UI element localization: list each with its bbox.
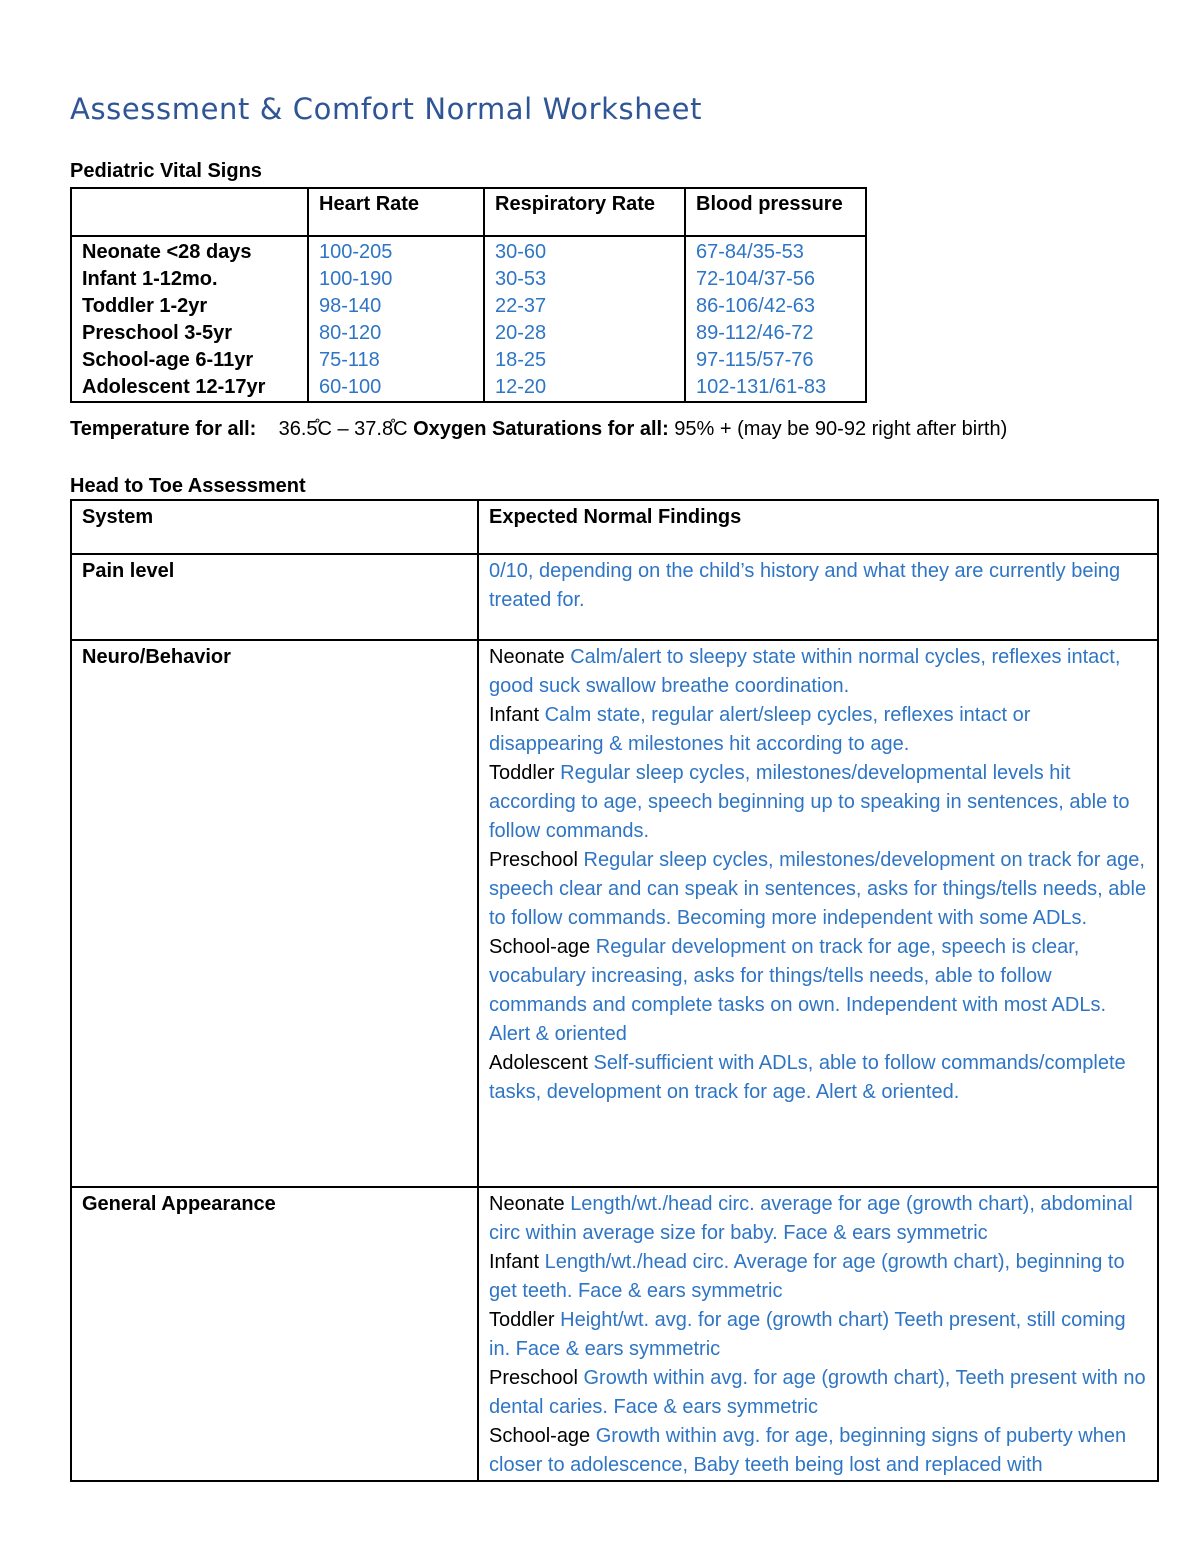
age-label: Infant <box>489 704 540 726</box>
header-cell <box>71 188 308 236</box>
finding-item <box>489 1190 1149 1248</box>
temperature-oxygen-line <box>70 418 1007 441</box>
finding-text: Growth within avg. for age (growth chart), Teeth present with no dental caries. Face & ears symmetric <box>489 1367 1146 1418</box>
table-row <box>71 236 866 266</box>
table-row <box>71 374 866 402</box>
age-label: Adolescent <box>489 1052 588 1074</box>
temperature-value: 36.5̊C – 37.8̊C <box>278 418 408 440</box>
finding-item <box>489 1422 1149 1480</box>
head-to-toe-table <box>70 499 1159 1482</box>
age-label: Toddler <box>489 762 555 784</box>
finding-text: Regular sleep cycles, milestones/developmental levels hit according to age, speech beginning up to speaking in sentences, able to follow commands. <box>489 762 1130 842</box>
age-label: Toddler <box>489 1309 555 1331</box>
finding-item <box>489 1364 1149 1422</box>
finding-text: Length/wt./head circ. average for age (growth chart), abdominal circ within average size for baby. Face & ears symmetric <box>489 1193 1133 1244</box>
system-cell: General Appearance <box>71 1187 478 1481</box>
table-row <box>71 266 866 293</box>
age-label: Preschool <box>489 1367 578 1389</box>
age-group-cell: Infant 1-12mo. <box>71 266 308 293</box>
heart-rate-cell: 100-190 <box>308 266 484 293</box>
system-cell: Neuro/Behavior <box>71 640 478 1187</box>
table-header-row <box>71 500 1158 554</box>
header-cell: System <box>71 500 478 554</box>
finding-item <box>489 1306 1149 1364</box>
finding-text: Regular development on track for age, speech is clear, vocabulary increasing, asks for things/tells needs, able to follow commands and complete tasks on own. Independent with most ADLs. Alert & oriented <box>489 936 1107 1045</box>
age-group-cell: Neonate <28 days <box>71 236 308 266</box>
finding-text: Calm/alert to sleepy state within normal cycles, reflexes intact, good suck swallow breathe coordination. <box>489 646 1121 697</box>
age-label: Neonate <box>489 1193 565 1215</box>
header-cell: Blood pressure <box>685 188 866 236</box>
age-group-cell: Adolescent 12-17yr <box>71 374 308 402</box>
finding-item <box>489 1049 1149 1107</box>
age-group-cell: Preschool 3-5yr <box>71 320 308 347</box>
finding-item <box>489 759 1149 846</box>
finding-text: Height/wt. avg. for age (growth chart) Teeth present, still coming in. Face & ears symmetric <box>489 1309 1126 1360</box>
resp-rate-cell: 18-25 <box>484 347 685 374</box>
table-row <box>71 347 866 374</box>
oxygen-value: 95% + (may be 90-92 right after birth) <box>674 418 1008 440</box>
temperature-label: Temperature for all: <box>70 418 257 440</box>
finding-text: Regular sleep cycles, milestones/development on track for age, speech clear and can speak in sentences, asks for things/tells needs, able to follow commands. Becoming more independent with some ADLs. <box>489 849 1147 929</box>
finding-item <box>489 701 1149 759</box>
head-to-toe-heading: Head to Toe Assessment <box>70 475 306 497</box>
table-row <box>71 640 1158 1187</box>
finding-item <box>489 1248 1149 1306</box>
blood-pressure-cell: 97-115/57-76 <box>685 347 866 374</box>
age-label: Neonate <box>489 646 565 668</box>
heart-rate-cell: 98-140 <box>308 293 484 320</box>
finding-item <box>489 846 1149 933</box>
age-group-cell: School-age 6-11yr <box>71 347 308 374</box>
table-row <box>71 554 1158 640</box>
finding-text: Calm state, regular alert/sleep cycles, reflexes intact or disappearing & milestones hit according to age. <box>489 704 1031 755</box>
system-cell: Pain level <box>71 554 478 640</box>
findings-cell <box>478 1187 1158 1481</box>
resp-rate-cell: 30-53 <box>484 266 685 293</box>
oxygen-label: Oxygen Saturations for all: <box>413 418 669 440</box>
table-row <box>71 320 866 347</box>
heart-rate-cell: 60-100 <box>308 374 484 402</box>
finding-text: Growth within avg. for age, beginning signs of puberty when closer to adolescence, Baby teeth being lost and replaced with <box>489 1425 1127 1476</box>
resp-rate-cell: 12-20 <box>484 374 685 402</box>
finding-item <box>489 643 1149 701</box>
age-label: School-age <box>489 1425 591 1447</box>
table-header-row <box>71 188 866 236</box>
header-cell: Respiratory Rate <box>484 188 685 236</box>
heart-rate-cell: 80-120 <box>308 320 484 347</box>
finding-text: Length/wt./head circ. Average for age (growth chart), beginning to get teeth. Face & ears symmetric <box>489 1251 1125 1302</box>
resp-rate-cell: 22-37 <box>484 293 685 320</box>
finding-text: Self-sufficient with ADLs, able to follow commands/complete tasks, development on track for age. Alert & oriented. <box>489 1052 1126 1103</box>
table-row <box>71 1187 1158 1481</box>
blood-pressure-cell: 89-112/46-72 <box>685 320 866 347</box>
header-cell: Heart Rate <box>308 188 484 236</box>
heart-rate-cell: 75-118 <box>308 347 484 374</box>
findings-cell: 0/10, depending on the child’s history and what they are currently being treated for. <box>478 554 1158 640</box>
table-row <box>71 293 866 320</box>
finding-item <box>489 933 1149 1049</box>
resp-rate-cell: 20-28 <box>484 320 685 347</box>
age-label: Preschool <box>489 849 578 871</box>
resp-rate-cell: 30-60 <box>484 236 685 266</box>
age-label: School-age <box>489 936 591 958</box>
vitals-heading: Pediatric Vital Signs <box>70 160 262 182</box>
blood-pressure-cell: 86-106/42-63 <box>685 293 866 320</box>
age-group-cell: Toddler 1-2yr <box>71 293 308 320</box>
page-title: Assessment & Comfort Normal Worksheet <box>70 92 703 126</box>
blood-pressure-cell: 72-104/37-56 <box>685 266 866 293</box>
heart-rate-cell: 100-205 <box>308 236 484 266</box>
header-cell: Expected Normal Findings <box>478 500 1158 554</box>
vital-signs-table <box>70 187 867 403</box>
blood-pressure-cell: 67-84/35-53 <box>685 236 866 266</box>
age-label: Infant <box>489 1251 540 1273</box>
findings-cell <box>478 640 1158 1187</box>
blood-pressure-cell: 102-131/61-83 <box>685 374 866 402</box>
